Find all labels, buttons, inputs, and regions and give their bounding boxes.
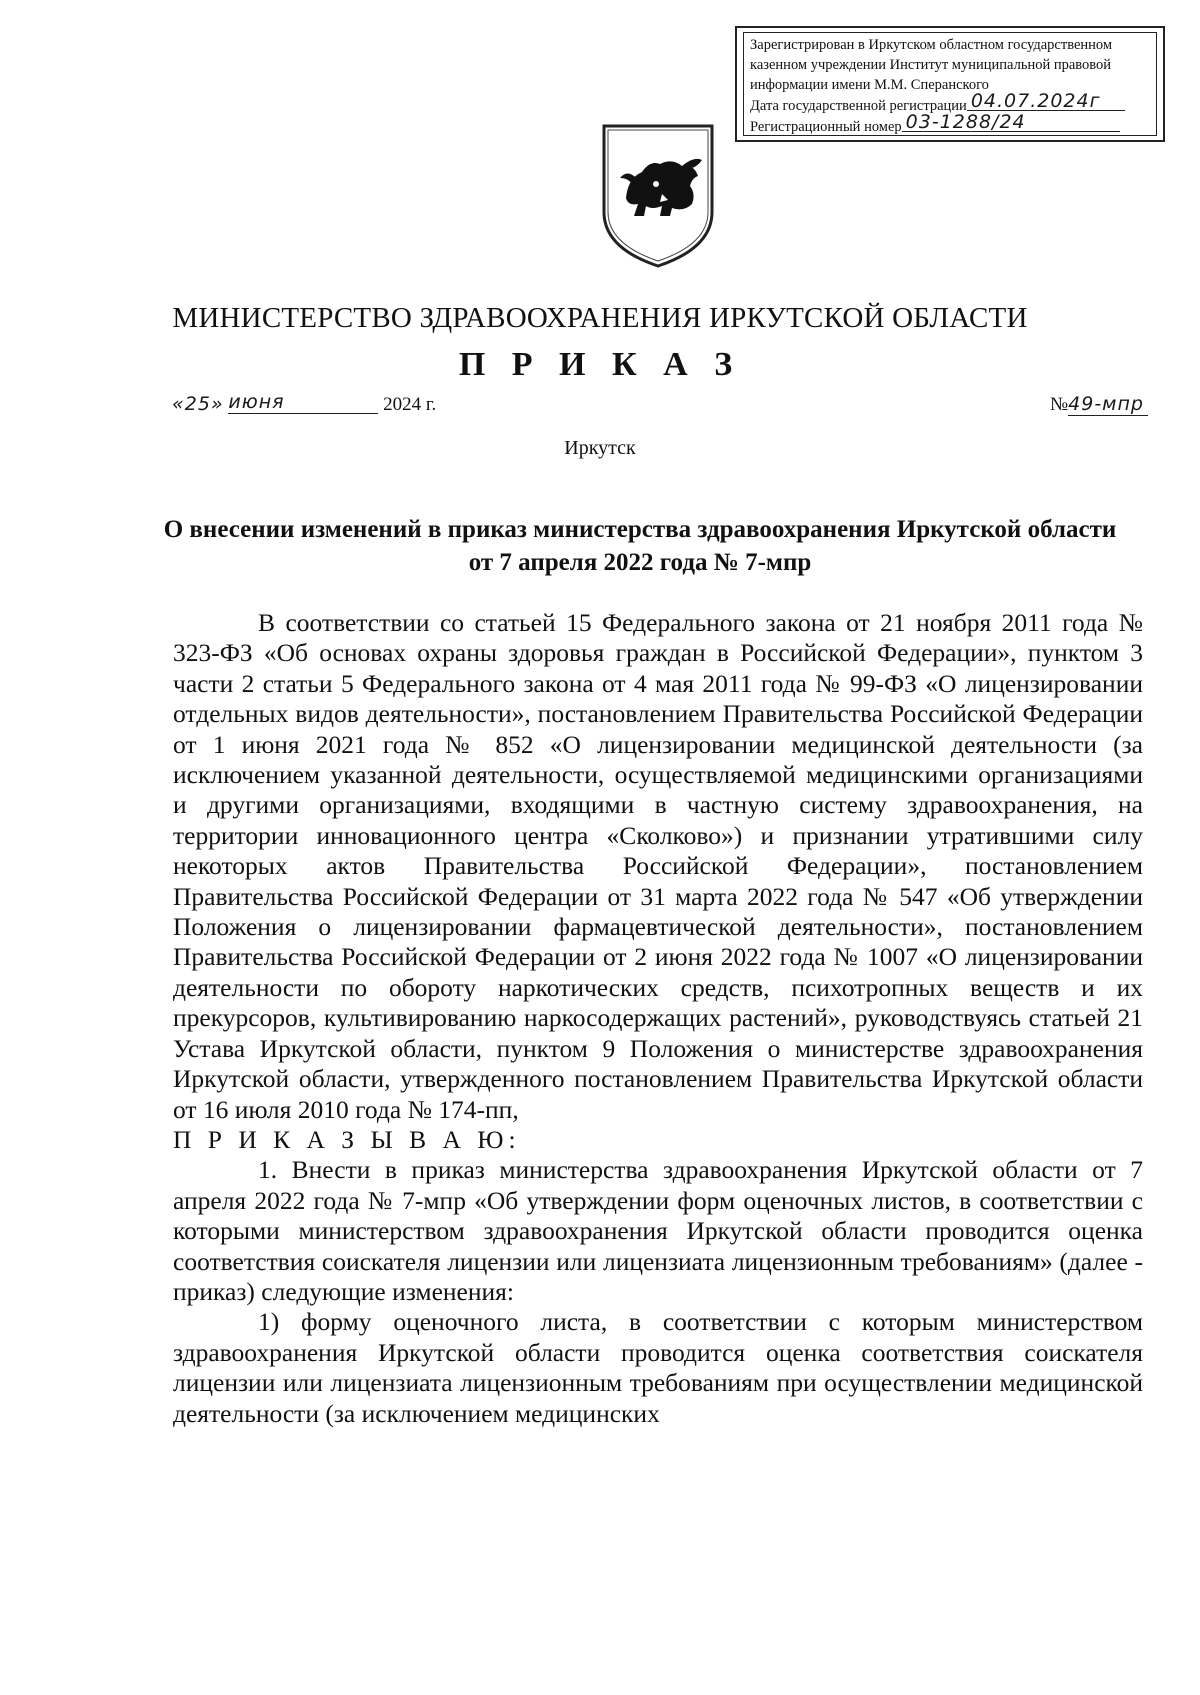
city: Иркутск (564, 437, 636, 459)
stamp-date-label: Дата государственной регистрации (750, 98, 967, 114)
stamp-number-value: 03-1288/24 (902, 113, 1120, 132)
stamp-line-2: казенном учреждении Институт муниципальной правовой (750, 57, 1112, 73)
document-title: О внесении изменений в приказ министерства здравоохранения Иркутской области от 7 апреля 2022 года № 7-мпр (163, 516, 1117, 576)
ministry-name: МИНИСТЕРСТВО ЗДРАВООХРАНЕНИЯ ИРКУТСКОЙ ОБЛАСТИ (172, 302, 1028, 334)
date-year: 2024 г. (383, 394, 437, 415)
order-word: П Р И К А З Ы В А Ю: (173, 1124, 521, 1154)
stamp-line-1: Зарегистрирован в Иркутском областном государственном (750, 37, 1113, 53)
number-prefix: № (1050, 394, 1069, 415)
document-body (173, 608, 1143, 1429)
registration-stamp (735, 26, 1165, 142)
stamp-line-3: информации имени М.М. Сперанского (750, 77, 989, 93)
order-number (1050, 393, 1148, 416)
subitem-1-paragraph: 1) форму оценочного листа, в соответствии с которым министерством здравоохранения Иркутской области проводится оценка соответствия соискателя лицензии или лицензиата лицензионным требованиям при осуществлении медицинской деятельности (за исключением медицинских (173, 1307, 1143, 1428)
date-day: «25» (172, 393, 224, 415)
preamble-paragraph: В соответствии со статьей 15 Федерального закона от 21 ноября 2011 года № 323-ФЗ «Об основах охраны здоровья граждан в Российской Федерации», пунктом 3 части 2 статьи 5 Федерального закона от 4 мая 2011 года № 99-ФЗ «О лицензировании отдельных видов деятельности», постановлением Правительства Российской Федерации от 1 июня 2021 года № 852 «О лицензировании медицинской деятельности (за исключением указанной деятельности, осуществляемой медицинскими организациями и другими организациями, входящими в частную систему здравоохранения, на территории инновационного центра «Сколково») и признании утратившими силу некоторых актов Правительства Российской Федерации», постановлением Правительства Российской Федерации от 31 марта 2022 года № 547 «Об утверждении Положения о лицензировании фармацевтической деятельности», постановлением Правительства Российской Федерации от 2 июня 2022 года № 1007 «О лицензировании деятельности по обороту наркотических средств, психотропных веществ и их прекурсоров, культивированию наркосодержащих растений», руководствуясь статьей 21 Устава Иркутской области, пунктом 9 Положения о министерстве здравоохранения Иркутской области, утвержденного постановлением Правительства Иркутской области от 16 июля 2010 года № 174-пп, (173, 608, 1143, 1124)
stamp-number-row (750, 111, 1150, 137)
order-title: П Р И К А З (458, 346, 742, 383)
stamp-number-label: Регистрационный номер (750, 119, 902, 135)
coat-of-arms-icon (598, 120, 718, 270)
date-month: июня (228, 391, 378, 414)
stamp-date-value: 04.07.2024г (967, 92, 1125, 111)
item-1-paragraph: 1. Внести в приказ министерства здравоохранения Иркутской области от 7 апреля 2022 года № 7-мпр «Об утверждении форм оценочных листов, в соответствии с которыми министерством здравоохранения Иркутской области проводится оценка соответствия соискателя лицензии или лицензиата лицензионным требованиям» (далее - приказ) следующие изменения: (173, 1155, 1143, 1306)
order-date (172, 393, 436, 416)
number-value: 49-мпр (1068, 393, 1148, 416)
